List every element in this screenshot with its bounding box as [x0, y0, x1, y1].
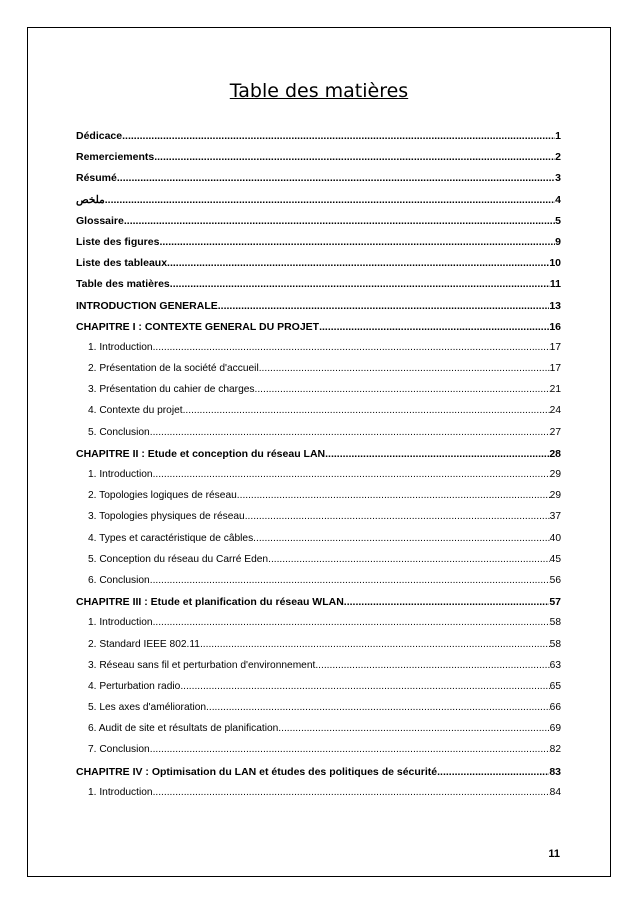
dot-leader: [206, 702, 550, 713]
toc-entry-page: 56: [549, 574, 561, 586]
dot-leader: [245, 511, 550, 522]
toc-entry-page: 83: [549, 765, 561, 778]
toc-entry-label: 5. Les axes d'amélioration: [88, 702, 207, 714]
dot-leader: [150, 744, 550, 755]
toc-entry-page: 29: [549, 490, 561, 502]
dot-leader: [278, 723, 549, 734]
toc-subentry[interactable]: [76, 787, 561, 808]
dot-leader: [170, 278, 550, 290]
toc-entry-label: 1. Introduction: [88, 617, 153, 629]
dot-leader: [150, 575, 550, 586]
toc-entry-label: CHAPITRE II : Etude et conception du réseau LAN: [76, 447, 326, 460]
toc-entry-label: 2. Topologies logiques de réseau: [88, 490, 237, 502]
dot-leader: [153, 787, 550, 798]
dot-leader: [122, 130, 555, 142]
dot-leader: [153, 469, 550, 480]
toc-entry-label: Table des matières: [76, 278, 170, 291]
dot-leader: [315, 660, 549, 671]
toc-entry-page: 9: [555, 235, 561, 248]
toc-subentry[interactable]: [76, 490, 561, 511]
toc-entry-label: Dédicace: [76, 130, 123, 142]
toc-entry-page: 57: [549, 596, 561, 609]
dot-leader: [150, 427, 550, 438]
toc-entry-page: 40: [549, 532, 561, 544]
toc-entry-page: 65: [549, 680, 561, 692]
toc-entry-label: Liste des figures: [76, 235, 160, 248]
toc-entry-page: 84: [549, 786, 561, 798]
toc-entry-label: Résumé: [76, 172, 117, 185]
toc-entry-page: 63: [549, 659, 561, 671]
toc-entry[interactable]: [76, 257, 561, 278]
toc-entry-page: 4: [555, 193, 561, 206]
toc-entry-page: 45: [549, 553, 561, 565]
dot-leader: [153, 342, 550, 353]
dot-leader: [117, 172, 555, 184]
toc-entry-label: 3. Présentation du cahier de charges: [88, 384, 255, 396]
toc-entry-page: 28: [549, 447, 561, 460]
toc-entry-page: 21: [549, 384, 561, 396]
toc-entry-page: 5: [555, 214, 561, 227]
dot-leader: [325, 448, 549, 460]
toc-entry-label: 7. Conclusion: [88, 744, 150, 756]
toc-entry[interactable]: [76, 321, 561, 342]
toc-entry-label: 5. Conception du réseau du Carré Eden: [88, 553, 269, 565]
toc-entry-label: Glossaire: [76, 214, 124, 227]
toc-entry-page: 69: [549, 723, 561, 735]
dot-leader: [159, 236, 555, 248]
toc-entry-page: 29: [549, 469, 561, 480]
toc-entry-page: 1: [555, 130, 561, 142]
toc-subentry[interactable]: [76, 427, 561, 448]
dot-leader: [253, 533, 549, 544]
toc-entry-page: 66: [549, 702, 561, 714]
dot-leader: [105, 194, 555, 206]
toc-entry[interactable]: [76, 236, 561, 257]
toc-entry-page: 24: [549, 405, 561, 417]
toc-subentry[interactable]: [76, 681, 561, 702]
toc-entry-page: 16: [549, 320, 561, 333]
toc-entry-page: 37: [549, 511, 561, 523]
dot-leader: [268, 554, 550, 565]
toc-subentry[interactable]: [76, 554, 561, 575]
dot-leader: [200, 639, 550, 650]
toc-entry-page: 3: [555, 172, 561, 185]
toc-entry-label: CHAPITRE III : Etude et planification du réseau WLAN: [76, 596, 344, 609]
toc-list: [76, 130, 561, 808]
toc-entry-label: 2. Standard IEEE 802.11: [88, 638, 200, 650]
toc-entry-label: 1. Introduction: [88, 786, 153, 798]
dot-leader: [437, 766, 549, 778]
dot-leader: [237, 490, 550, 501]
toc-entry-page: 2: [555, 151, 561, 164]
toc-entry[interactable]: [76, 172, 561, 193]
toc-subentry[interactable]: [76, 511, 561, 532]
toc-subentry[interactable]: [76, 469, 561, 490]
dot-leader: [167, 257, 549, 269]
toc-entry-label: 6. Conclusion: [88, 574, 150, 586]
toc-entry-label: 3. Réseau sans fil et perturbation d'environnement: [88, 659, 316, 671]
toc-entry[interactable]: [76, 766, 561, 787]
toc-entry-label: 1. Introduction: [88, 341, 153, 353]
dot-leader: [255, 384, 550, 395]
toc-entry-page: 82: [549, 744, 561, 756]
toc-entry-label: 4. Types et caractéristique de câbles: [88, 532, 254, 544]
toc-subentry[interactable]: [76, 575, 561, 596]
toc-entry-label: INTRODUCTION GENERALE: [76, 299, 218, 312]
toc-entry[interactable]: [76, 194, 561, 215]
dot-leader: [259, 363, 550, 374]
toc-subentry[interactable]: [76, 744, 561, 765]
toc-entry-label: CHAPITRE IV : Optimisation du LAN et études des politiques de sécurité: [76, 765, 438, 778]
toc-subentry[interactable]: [76, 617, 561, 638]
toc-entry-label: 2. Présentation de la société d'accueil: [88, 363, 259, 375]
toc-subentry[interactable]: [76, 639, 561, 660]
toc-entry-label: 3. Topologies physiques de réseau: [88, 511, 245, 523]
toc-subentry[interactable]: [76, 702, 561, 723]
dot-leader: [153, 617, 550, 628]
toc-entry-label: ملخص: [76, 193, 105, 206]
toc-subentry[interactable]: [76, 660, 561, 681]
page-title: Table des matières: [229, 80, 409, 102]
toc-entry-label: 1. Introduction: [88, 469, 153, 480]
dot-leader: [319, 321, 549, 333]
toc-entry[interactable]: [76, 130, 561, 151]
toc-entry[interactable]: [76, 278, 561, 299]
toc-entry-label: 6. Audit de site et résultats de planification: [88, 723, 279, 735]
dot-leader: [344, 596, 550, 608]
toc-entry[interactable]: [76, 300, 561, 321]
toc-entry-label: Liste des tableaux: [76, 257, 168, 270]
toc-entry-label: 4. Contexte du projet: [88, 405, 183, 417]
dot-leader: [218, 300, 550, 312]
toc-entry-label: Remerciements: [76, 151, 155, 164]
toc-entry-page: 13: [549, 299, 561, 312]
page-number: 11: [548, 848, 560, 860]
dot-leader: [180, 681, 549, 692]
toc-subentry[interactable]: [76, 384, 561, 405]
toc-entry-label: 4. Perturbation radio: [88, 680, 181, 692]
toc-entry-page: 58: [549, 617, 561, 629]
toc-subentry[interactable]: [76, 723, 561, 744]
toc-entry[interactable]: [76, 596, 561, 617]
toc-entry[interactable]: [76, 448, 561, 469]
toc-entry-page: 17: [549, 363, 561, 375]
toc-entry-page: 11: [549, 278, 561, 291]
toc-entry[interactable]: [76, 215, 561, 236]
toc-entry[interactable]: [76, 151, 561, 172]
toc-entry-page: 10: [549, 257, 561, 270]
toc-entry-label: CHAPITRE I : CONTEXTE GENERAL DU PROJET: [76, 320, 320, 333]
toc-subentry[interactable]: [76, 405, 561, 426]
toc-subentry[interactable]: [76, 533, 561, 554]
toc-entry-label: 5. Conclusion: [88, 426, 150, 438]
toc-subentry[interactable]: [76, 363, 561, 384]
toc-entry-page: 27: [549, 426, 561, 438]
dot-leader: [124, 215, 555, 227]
dot-leader: [154, 151, 555, 163]
toc-entry-page: 58: [549, 638, 561, 650]
toc-entry-page: 17: [549, 341, 561, 353]
toc-subentry[interactable]: [76, 342, 561, 363]
dot-leader: [183, 405, 550, 416]
